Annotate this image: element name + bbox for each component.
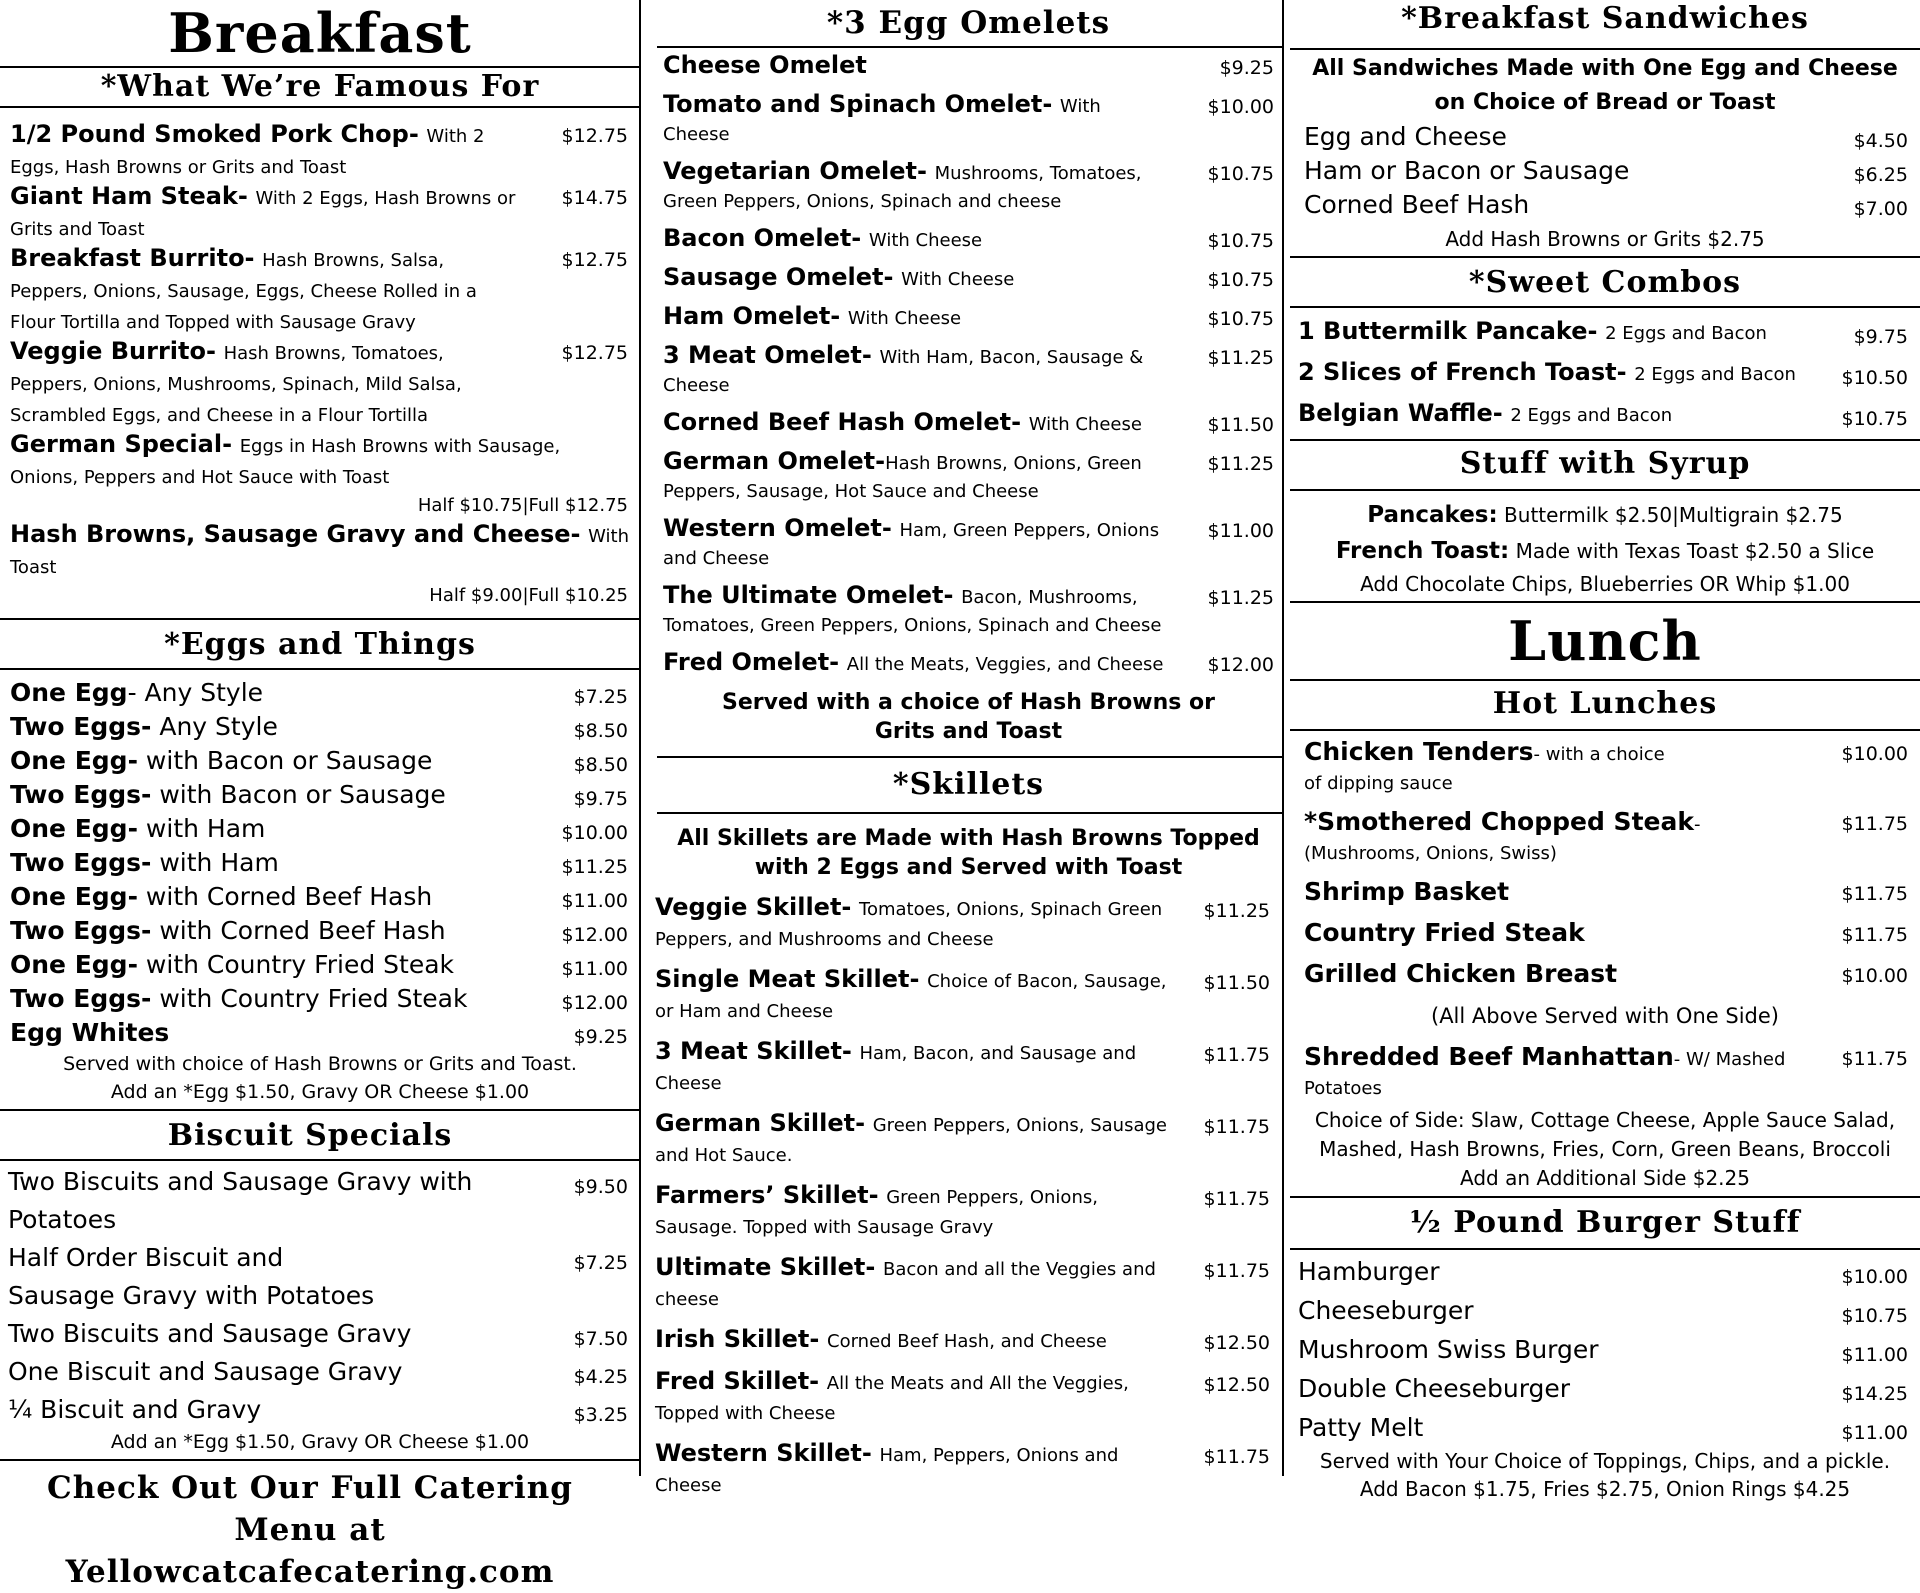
list-item — [655, 1108, 1282, 1168]
list-item — [0, 812, 640, 846]
item-price: $12.75 — [561, 342, 628, 364]
combos-list — [1290, 308, 1920, 435]
item-price: $12.00 — [1207, 654, 1274, 676]
list-item — [1290, 739, 1920, 797]
item-price: $8.50 — [573, 720, 628, 742]
list-item — [655, 303, 1282, 331]
list-item — [0, 1163, 640, 1239]
list-item — [655, 1252, 1282, 1312]
item-desc: Hash Browns, Tomatoes, Peppers, Onions, Mushrooms, Spinach, Mild Salsa, Scrambled Eggs, and Cheese in a Flour Tortilla — [10, 343, 462, 426]
list-item — [1290, 1369, 1920, 1408]
item-name: Two Eggs- — [10, 712, 152, 741]
item-name: Ham Omelet- — [663, 302, 841, 330]
item-name: Veggie Skillet- — [655, 893, 852, 921]
item-name: One Biscuit and Sausage Gravy — [8, 1357, 403, 1386]
item-name: German Skillet- — [655, 1109, 866, 1137]
item-price: $10.00 — [1841, 965, 1908, 987]
item-desc: with Corned Beef Hash — [145, 882, 433, 911]
item-price: $7.50 — [573, 1328, 628, 1350]
list-item — [0, 880, 640, 914]
item-desc: With Toast — [10, 526, 629, 578]
item-price: $12.50 — [1203, 1374, 1270, 1396]
item-desc: with Ham — [159, 848, 279, 877]
item-price: $11.50 — [1207, 414, 1274, 436]
item-desc: Eggs in Hash Browns with Sausage, Onions, Peppers and Hot Sauce with Toast — [10, 436, 561, 488]
list-item — [1290, 1408, 1920, 1447]
list-item — [655, 342, 1282, 398]
additional-side-note: Add an Additional Side $2.25 — [1460, 1166, 1750, 1190]
item-name: ¼ Biscuit and Gravy — [8, 1395, 262, 1424]
item-price: Half $10.75|Full $12.75 — [417, 495, 628, 516]
famous-heading: *What We’re Famous For — [100, 69, 540, 104]
item-desc: Hash Browns, Salsa, Peppers, Onions, Sausage, Eggs, Cheese Rolled in a Flour Tortilla and Topped with Sausage Gravy — [10, 250, 477, 333]
item-price: $11.75 — [1841, 924, 1908, 946]
item-name: Irish Skillet- — [655, 1325, 820, 1353]
item-desc: with Corned Beef Hash — [159, 916, 446, 945]
item-desc: Choice of Bacon, Sausage, or Ham and Cheese — [655, 971, 1167, 1022]
list-item — [655, 409, 1282, 437]
list-item — [1290, 1044, 1920, 1102]
sandwiches-note: Add Hash Browns or Grits $2.75 — [1445, 227, 1765, 251]
column-breakfast — [0, 0, 640, 1590]
list-item — [0, 182, 640, 244]
item-name: Patty Melt — [1298, 1413, 1424, 1442]
list-item — [0, 948, 640, 982]
item-price: $12.75 — [561, 125, 628, 147]
omelets-list — [655, 48, 1282, 677]
item-name: Western Skillet- — [655, 1439, 872, 1467]
item-price: $12.75 — [561, 249, 628, 271]
item-name: The Ultimate Omelet- — [663, 581, 954, 609]
item-price: $7.25 — [573, 686, 628, 708]
item-name: Mushroom Swiss Burger — [1298, 1335, 1599, 1364]
item-name: Cheese Omelet — [663, 51, 867, 79]
item-price: $12.50 — [1203, 1332, 1270, 1354]
burger-addons: Add Bacon $1.75, Fries $2.75, Onion Rings $4.25 — [1359, 1477, 1851, 1501]
item-price: $10.75 — [1207, 269, 1274, 291]
item-price: $11.75 — [1841, 1048, 1908, 1070]
list-item — [0, 430, 640, 520]
item-desc: Bacon and all the Veggies and cheese — [655, 1259, 1156, 1310]
item-name: Corned Beef Hash — [1304, 190, 1530, 219]
item-name: Bacon Omelet- — [663, 224, 862, 252]
item-name: Grilled Chicken Breast — [1304, 959, 1618, 988]
list-item — [655, 515, 1282, 571]
item-price: $11.75 — [1841, 883, 1908, 905]
item-price: $11.25 — [1207, 453, 1274, 475]
list-item — [1290, 188, 1920, 222]
eggs-heading: *Eggs and Things — [164, 627, 476, 662]
item-name: Two Eggs- — [10, 780, 152, 809]
item-desc: 2 Eggs and Bacon — [1605, 323, 1767, 344]
item-price: $11.00 — [1841, 1422, 1908, 1444]
list-item — [655, 1366, 1282, 1426]
item-name: German Special- — [10, 430, 233, 458]
item-desc: Green Peppers, Onions, Sausage. Topped with Sausage Gravy — [655, 1187, 1098, 1238]
list-item — [0, 520, 640, 610]
list-item — [655, 225, 1282, 253]
item-desc: - (Mushrooms, Onions, Swiss) — [1304, 814, 1701, 864]
column-divider — [1282, 0, 1284, 1476]
list-item — [1290, 920, 1920, 949]
skillets-list — [655, 892, 1282, 1498]
list-item — [0, 846, 640, 880]
list-item — [655, 1438, 1282, 1498]
list-item — [0, 744, 640, 778]
eggs-list — [0, 670, 640, 1105]
item-desc: With 2 Eggs, Hash Browns or Grits and Toast — [10, 188, 516, 240]
item-price: $11.50 — [1203, 972, 1270, 994]
list-item — [655, 1324, 1282, 1354]
item-name: Hash Browns, Sausage Gravy and Cheese- — [10, 520, 581, 548]
item-price: $10.00 — [1207, 96, 1274, 118]
skillets-intro: All Skillets are Made with Hash Browns Topped with 2 Eggs and Served with Toast — [677, 826, 1260, 880]
item-name: One Egg- — [10, 814, 138, 843]
item-desc: With 2 Eggs, Hash Browns or Grits and Toast — [10, 126, 485, 178]
item-name: Fred Skillet- — [655, 1367, 820, 1395]
item-price: $11.00 — [561, 890, 628, 912]
divider — [1290, 439, 1920, 441]
list-item — [655, 582, 1282, 638]
item-price: $11.00 — [561, 958, 628, 980]
famous-list — [0, 108, 640, 610]
sandwiches-list — [1290, 120, 1920, 222]
item-price: $8.50 — [573, 754, 628, 776]
item-name: Two Eggs- — [10, 916, 152, 945]
item-desc: with Bacon or Sausage — [145, 746, 433, 775]
item-price: $10.75 — [1841, 1305, 1908, 1327]
list-item — [0, 337, 640, 430]
item-desc: Ham, Bacon, and Sausage and Cheese — [655, 1043, 1137, 1094]
item-price: $11.75 — [1203, 1188, 1270, 1210]
item-price: $4.25 — [573, 1366, 628, 1388]
item-desc: Any Style — [159, 712, 278, 741]
omelets-note: Served with a choice of Hash Browns or Grits and Toast — [722, 690, 1215, 744]
sandwiches-heading: *Breakfast Sandwiches — [1401, 1, 1809, 36]
divider — [1290, 1196, 1920, 1198]
list-item — [0, 1239, 640, 1315]
list-item — [1290, 1291, 1920, 1330]
item-price: $11.00 — [1841, 1344, 1908, 1366]
item-desc: All the Meats, Veggies, and Cheese — [846, 654, 1164, 675]
pancakes-label: Pancakes: — [1367, 502, 1498, 528]
item-name: Belgian Waffle- — [1298, 399, 1503, 427]
item-price: Half $9.00|Full $10.25 — [429, 585, 628, 606]
item-desc: With Cheese — [1028, 414, 1142, 435]
item-desc: 2 Eggs and Bacon — [1510, 405, 1673, 426]
item-name: Cheeseburger — [1298, 1296, 1474, 1325]
item-name: Shrimp Basket — [1304, 877, 1510, 906]
item-desc: with Country Fried Steak — [159, 984, 468, 1013]
list-item — [1290, 120, 1920, 154]
list-item — [0, 244, 640, 337]
item-desc: with Ham — [145, 814, 266, 843]
item-name: German Omelet- — [663, 447, 886, 475]
item-desc: Ham, Peppers, Onions and Cheese — [655, 1445, 1119, 1496]
list-item — [0, 120, 640, 182]
item-name: Two Eggs- — [10, 848, 152, 877]
item-name: 3 Meat Skillet- — [655, 1037, 852, 1065]
manhattan-row — [1290, 1044, 1920, 1102]
item-desc: with Country Fried Steak — [145, 950, 455, 979]
item-desc: Corned Beef Hash, and Cheese — [827, 1331, 1107, 1352]
list-item — [1290, 1252, 1920, 1291]
list-item — [1290, 1330, 1920, 1369]
item-price: $4.50 — [1853, 130, 1908, 152]
list-item — [1290, 394, 1920, 435]
item-price: $9.75 — [573, 788, 628, 810]
item-price: $12.00 — [561, 992, 628, 1014]
item-price: $11.25 — [1207, 587, 1274, 609]
divider — [0, 1109, 640, 1111]
item-desc: Bacon, Mushrooms, Tomatoes, Green Peppers, Onions, Spinach and Cheese — [663, 587, 1162, 636]
burger-note: Served with Your Choice of Toppings, Chips, and a pickle. — [1319, 1449, 1891, 1473]
syrup-french-toast — [1290, 533, 1920, 569]
item-price: $11.25 — [561, 856, 628, 878]
item-price: $10.75 — [1841, 408, 1908, 430]
item-price: $11.75 — [1203, 1116, 1270, 1138]
item-name: Chicken Tenders — [1304, 737, 1534, 766]
item-price: $10.75 — [1207, 230, 1274, 252]
hot-lunches-served-note: (All Above Served with One Side) — [1431, 1004, 1779, 1028]
item-name: Hamburger — [1298, 1257, 1440, 1286]
item-name: Ultimate Skillet- — [655, 1253, 876, 1281]
item-name: 1 Buttermilk Pancake- — [1298, 317, 1598, 345]
list-item — [1290, 961, 1920, 990]
item-price: $11.75 — [1841, 813, 1908, 835]
item-name: One Egg- — [10, 746, 138, 775]
burger-heading: ½ Pound Burger Stuff — [1409, 1205, 1801, 1240]
item-price: $7.00 — [1853, 198, 1908, 220]
list-item — [655, 448, 1282, 504]
item-price: $9.75 — [1853, 326, 1908, 348]
item-name: Egg Whites — [10, 1018, 170, 1047]
item-name: Sausage Omelet- — [663, 263, 894, 291]
item-name: Giant Ham Steak- — [10, 182, 248, 210]
list-item — [0, 676, 640, 710]
biscuit-heading: Biscuit Specials — [167, 1118, 453, 1153]
item-price: $9.25 — [1219, 57, 1274, 79]
list-item — [1290, 809, 1920, 867]
item-price: $10.75 — [1207, 163, 1274, 185]
item-desc: - Any Style — [127, 678, 264, 707]
list-item — [0, 1391, 640, 1429]
item-name: Two Biscuits and Sausage Gravy with Potatoes — [8, 1167, 473, 1234]
item-price: $10.75 — [1207, 308, 1274, 330]
item-price: $14.25 — [1841, 1383, 1908, 1405]
hot-lunches-list — [1290, 731, 1920, 990]
item-price: $11.25 — [1203, 900, 1270, 922]
eggs-note: Served with choice of Hash Browns or Grits and Toast. — [63, 1053, 577, 1075]
item-name: One Egg — [10, 678, 128, 707]
item-name: Country Fried Steak — [1304, 918, 1585, 947]
item-price: $9.50 — [573, 1176, 628, 1198]
item-price: $11.25 — [1207, 347, 1274, 369]
item-name: One Egg- — [10, 950, 138, 979]
list-item — [0, 914, 640, 948]
item-desc: With Cheese — [868, 230, 983, 251]
item-desc: With Cheese — [663, 96, 1101, 145]
divider — [657, 756, 1282, 758]
item-price: $10.50 — [1841, 367, 1908, 389]
hot-lunches-heading: Hot Lunches — [1492, 686, 1718, 721]
divider — [1290, 489, 1920, 491]
item-desc: - with a choice of dipping sauce — [1304, 744, 1665, 794]
item-name: Fred Omelet- — [663, 648, 840, 676]
column-sandwiches-lunch — [1290, 0, 1920, 1501]
item-price: $11.75 — [1203, 1044, 1270, 1066]
item-desc: 2 Eggs and Bacon — [1634, 364, 1796, 385]
item-desc: With Ham, Bacon, Sausage & Cheese — [663, 347, 1144, 396]
breakfast-title: Breakfast — [168, 1, 472, 65]
list-item — [0, 778, 640, 812]
item-name: Two Biscuits and Sausage Gravy — [8, 1319, 412, 1348]
list-item — [1290, 353, 1920, 394]
divider — [1290, 256, 1920, 258]
list-item — [0, 982, 640, 1016]
item-price: $11.75 — [1203, 1446, 1270, 1468]
list-item — [0, 1315, 640, 1353]
list-item — [655, 158, 1282, 214]
divider — [0, 1459, 640, 1461]
item-price: $10.00 — [561, 822, 628, 844]
item-price: $10.00 — [1841, 743, 1908, 765]
item-price: $3.25 — [573, 1404, 628, 1426]
item-price: $11.75 — [1203, 1260, 1270, 1282]
list-item — [1290, 312, 1920, 353]
item-name: Double Cheeseburger — [1298, 1374, 1571, 1403]
omelets-heading: *3 Egg Omelets — [826, 5, 1111, 41]
item-desc: With Cheese — [901, 269, 1015, 290]
item-desc: With Cheese — [847, 308, 962, 329]
list-item — [655, 1180, 1282, 1240]
list-item — [655, 264, 1282, 292]
catering-line: Check Out Our Full Catering — [47, 1470, 573, 1506]
item-desc: Hash Browns, Onions, Green Peppers, Sausage, Hot Sauce and Cheese — [663, 453, 1142, 502]
item-name: Two Eggs- — [10, 984, 152, 1013]
item-name: Ham or Bacon or Sausage — [1304, 156, 1630, 185]
item-price: $6.25 — [1853, 164, 1908, 186]
catering-line: Menu at — [234, 1512, 386, 1548]
list-item — [655, 91, 1282, 147]
item-name: Egg and Cheese — [1304, 122, 1507, 151]
list-item — [655, 964, 1282, 1024]
syrup-addons: Add Chocolate Chips, Blueberries OR Whip $1.00 — [1360, 572, 1850, 596]
eggs-addon-note: Add an *Egg $1.50, Gravy OR Cheese $1.00 — [110, 1081, 530, 1103]
item-desc: with Bacon or Sausage — [159, 780, 446, 809]
item-price: $14.75 — [561, 187, 628, 209]
french-toast-price: Made with Texas Toast $2.50 a Slice — [1515, 539, 1875, 563]
item-price: $9.25 — [573, 1026, 628, 1048]
item-name: Veggie Burrito- — [10, 337, 216, 365]
item-name: 1/2 Pound Smoked Pork Chop- — [10, 120, 419, 148]
list-item — [655, 52, 1282, 80]
french-toast-label: French Toast: — [1335, 538, 1510, 564]
list-item — [1290, 154, 1920, 188]
item-name: Tomato and Spinach Omelet- — [663, 90, 1053, 118]
biscuit-note: Add an *Egg $1.50, Gravy OR Cheese $1.00 — [110, 1431, 530, 1453]
item-name: 3 Meat Omelet- — [663, 341, 872, 369]
pancakes-prices: Buttermilk $2.50|Multigrain $2.75 — [1504, 503, 1843, 527]
list-item — [655, 649, 1282, 677]
item-name: Western Omelet- — [663, 514, 892, 542]
lunch-title: Lunch — [1508, 609, 1702, 673]
item-name: Vegetarian Omelet- — [663, 157, 927, 185]
item-desc: All the Meats and All the Veggies, Topped with Cheese — [655, 1373, 1129, 1424]
list-item — [1290, 879, 1920, 908]
list-item — [0, 710, 640, 744]
item-name: Breakfast Burrito- — [10, 244, 255, 272]
item-desc: - W/ Mashed Potatoes — [1304, 1049, 1786, 1099]
item-price: $11.00 — [1207, 520, 1274, 542]
list-item — [0, 1016, 640, 1050]
item-name: One Egg- — [10, 882, 138, 911]
item-desc: Mushrooms, Tomatoes, Green Peppers, Onions, Spinach and cheese — [663, 163, 1142, 212]
item-price: $12.00 — [561, 924, 628, 946]
column-omelets-skillets — [655, 0, 1282, 1496]
item-name: Farmers’ Skillet- — [655, 1181, 879, 1209]
item-desc: Green Peppers, Onions, Sausage and Hot Sauce. — [655, 1115, 1167, 1166]
combos-heading: *Sweet Combos — [1468, 265, 1742, 300]
item-price: $10.00 — [1841, 1266, 1908, 1288]
skillets-heading: *Skillets — [892, 767, 1045, 802]
syrup-pancakes — [1290, 497, 1920, 533]
item-name: Half Order Biscuit and Sausage Gravy with Potatoes — [8, 1243, 375, 1310]
item-name: Single Meat Skillet- — [655, 965, 920, 993]
catering-website: Yellowcatcafecatering.com — [65, 1554, 555, 1590]
burger-list — [1290, 1250, 1920, 1447]
list-item — [655, 892, 1282, 952]
list-item — [0, 1353, 640, 1391]
item-name: Shredded Beef Manhattan — [1304, 1042, 1674, 1071]
item-desc: Ham, Green Peppers, Onions and Cheese — [663, 520, 1160, 569]
divider — [0, 618, 640, 620]
side-choices: Choice of Side: Slaw, Cottage Cheese, Apple Sauce Salad, Mashed, Hash Browns, Fries, Corn, Green Beans, Broccoli — [1314, 1108, 1896, 1161]
sandwiches-intro: All Sandwiches Made with One Egg and Cheese on Choice of Bread or Toast — [1312, 56, 1898, 115]
item-name: Corned Beef Hash Omelet- — [663, 408, 1022, 436]
biscuit-list — [0, 1161, 640, 1455]
item-desc: Tomatoes, Onions, Spinach Green Peppers, and Mushrooms and Cheese — [655, 899, 1163, 950]
item-name: 2 Slices of French Toast- — [1298, 358, 1627, 386]
item-price: $7.25 — [573, 1252, 628, 1274]
syrup-heading: Stuff with Syrup — [1459, 446, 1751, 481]
list-item — [655, 1036, 1282, 1096]
item-name: *Smothered Chopped Steak — [1304, 807, 1694, 836]
divider — [1290, 679, 1920, 681]
catering-banner — [0, 1467, 640, 1593]
